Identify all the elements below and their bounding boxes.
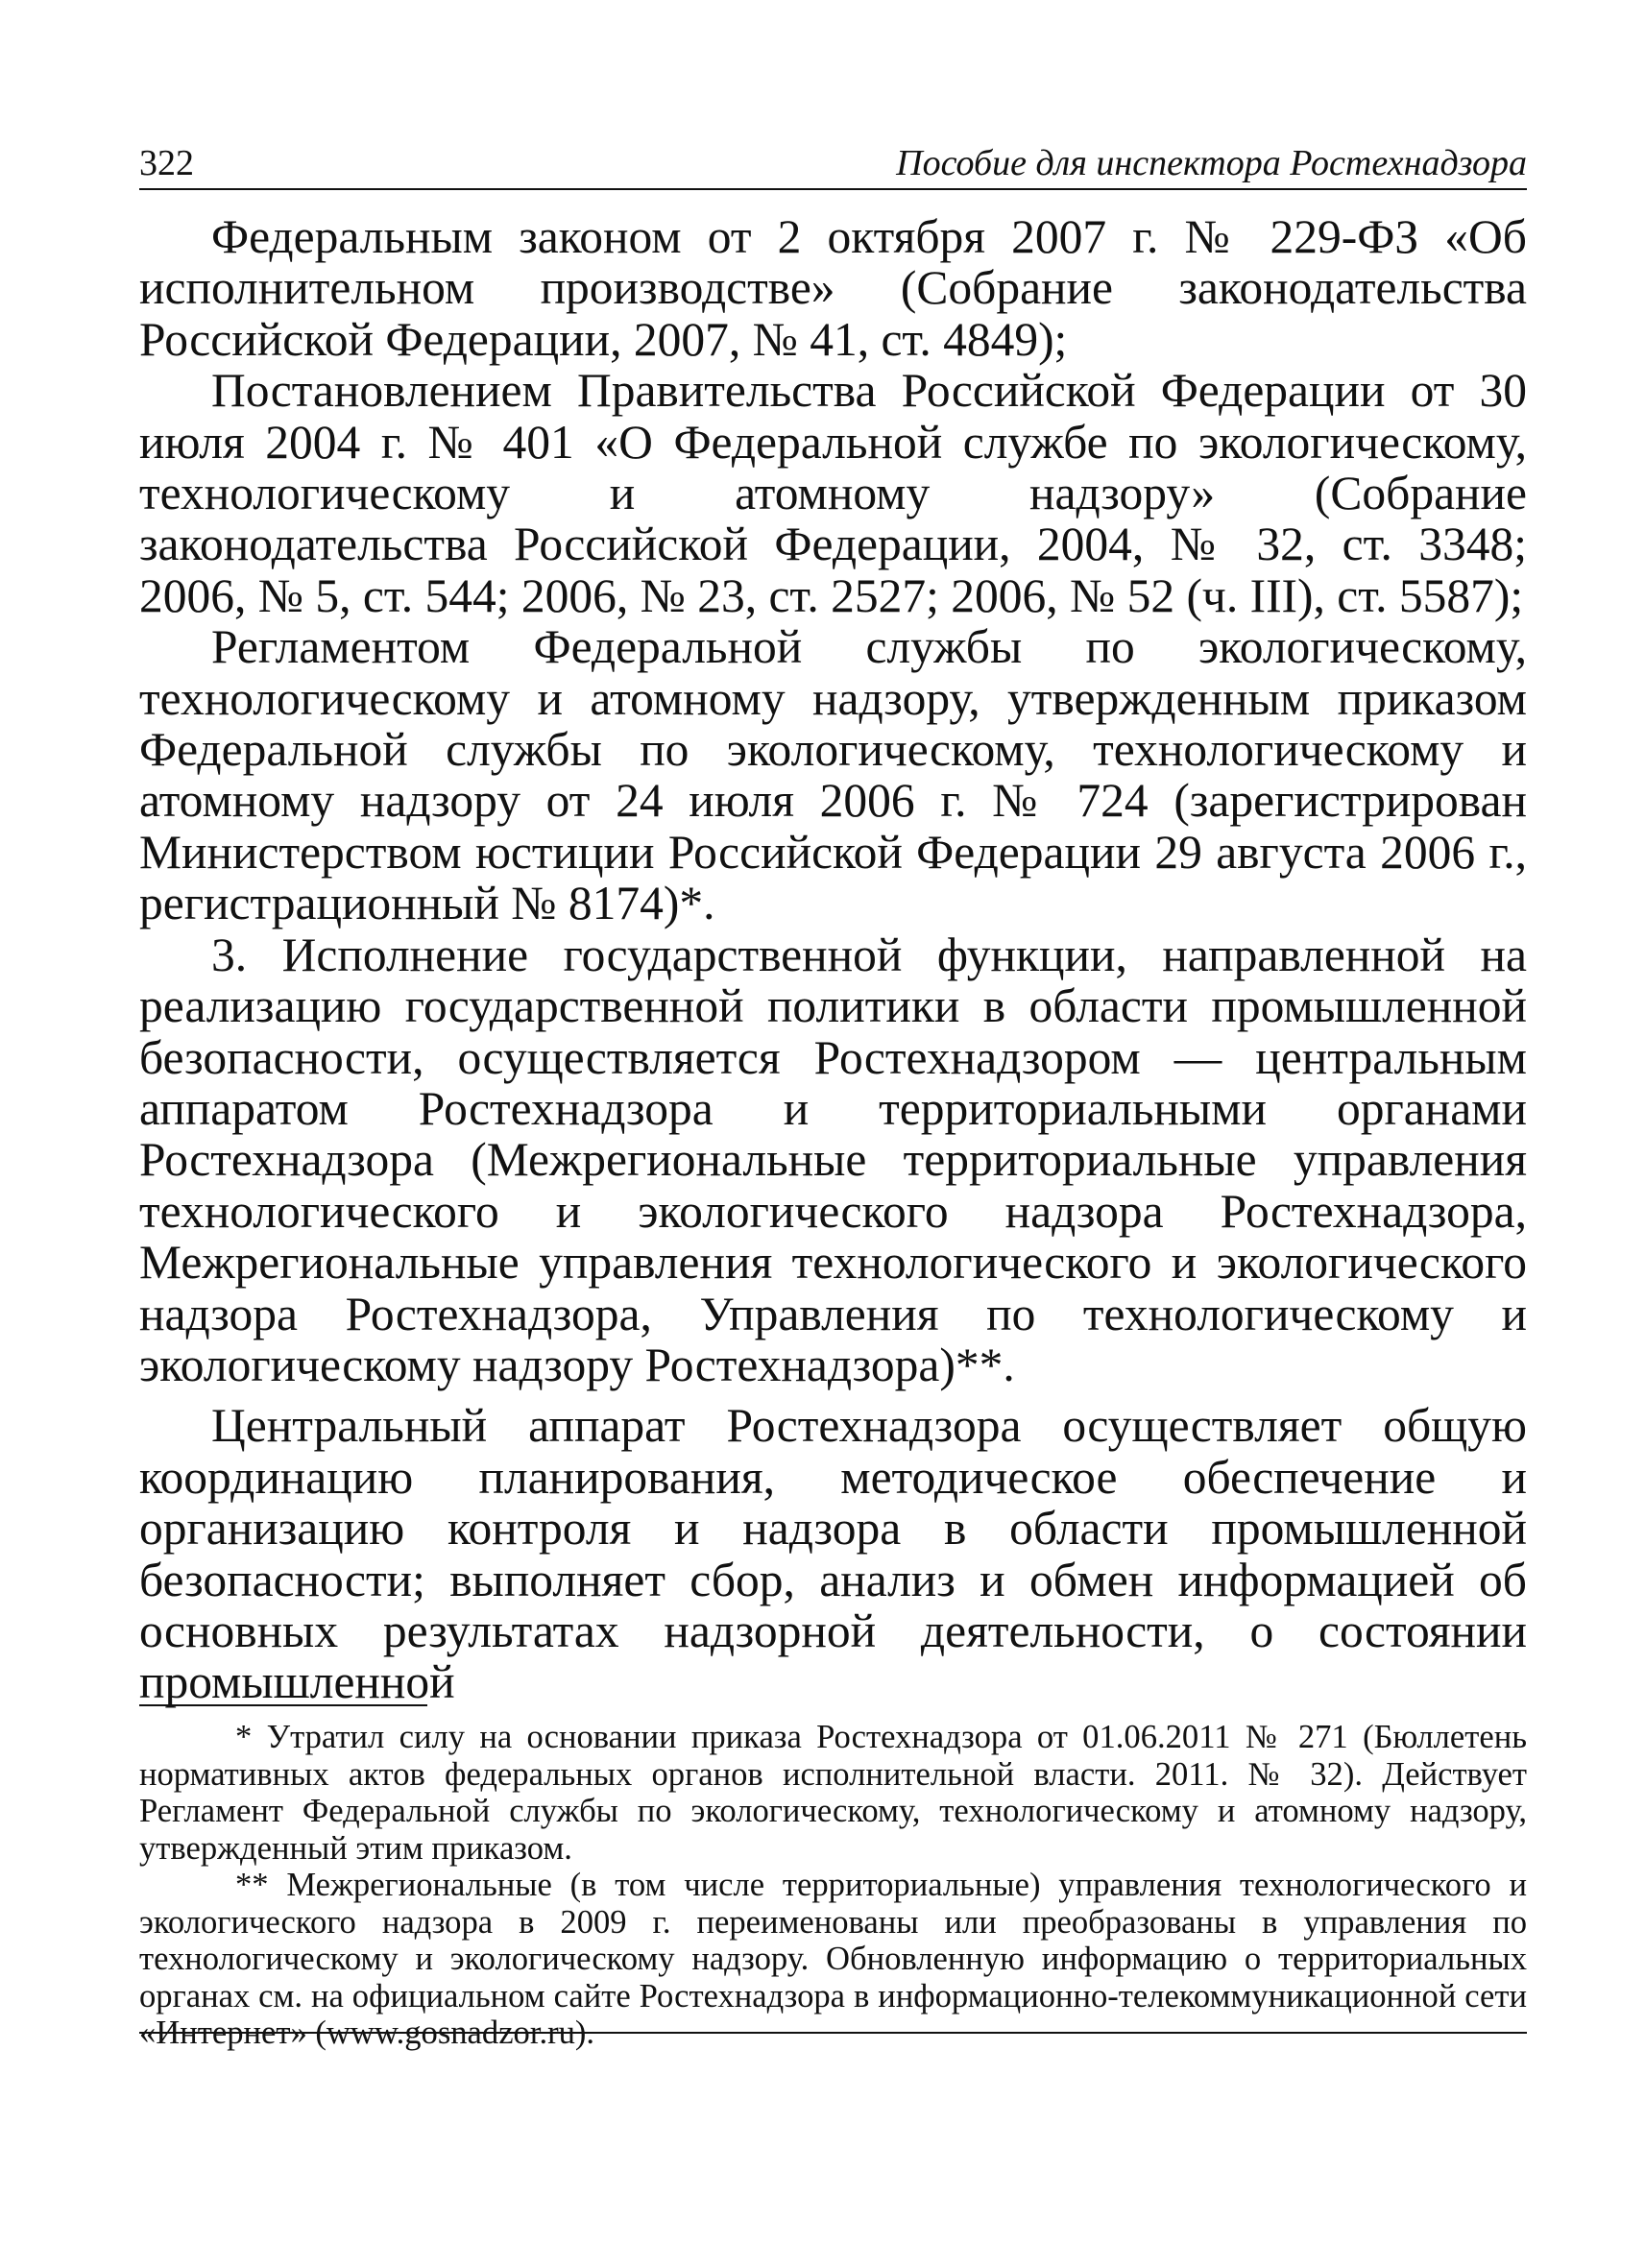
- paragraph-central-office: Центральный аппарат Ростехнадзора осуществляет общую координацию планирования, методическое обеспечение и организацию контроля и надзора в области промышленной безопасности; выполняет сбор, анализ и обмен информацией об основных результатах надзорной деятельности, о состоянии промышленной: [139, 1399, 1527, 1709]
- paragraph-section-3: 3. Исполнение государственной функции, направленной на реализацию государственной политики в области промышленной безопасности, осуществляется Ростехнадзором — центральным аппаратом Ростехнадзора и территориальными органами Ростехнадзора (Межрегиональные территориальные управления технологического и экологического надзора Ростехнадзора, Межрегиональные управления технологического и экологического надзора Ростехнадзора, Управления по технологическому и экологическому надзору Ростехнадзора)**.: [139, 928, 1527, 1391]
- paragraph-government-decree: Постановлением Правительства Российской Федерации от 30 июля 2004 г. № 401 «О Федеральной службе по экологическому, технологическому и атомному надзору» (Собрание законодательства Российской Федерации, 2004, № 32, ст. 3348; 2006, № 5, ст. 544; 2006, № 23, ст. 2527; 2006, № 52 (ч. III), ст. 5587);: [139, 364, 1527, 622]
- bottom-rule: [139, 2032, 1527, 2034]
- footnotes: [139, 1719, 1527, 2052]
- running-title: Пособие для инспектора Ростехнадзора: [896, 143, 1527, 183]
- page-header: [139, 134, 1527, 190]
- page-number: 322: [139, 143, 194, 183]
- paragraph-regulation: Регламентом Федеральной службы по экологическому, технологическому и атомному надзору, утвержденным приказом Федеральной службы по экологическому, технологическому и атомному надзору от 24 июля 2006 г. № 724 (зарегистрирован Министерством юстиции Российской Федерации 29 августа 2006 г., регистрационный № 8174)*.: [139, 620, 1527, 930]
- paragraph-federal-law: Федеральным законом от 2 октября 2007 г. № 229-ФЗ «Об исполнительном производстве» (Собрание законодательства Российской Федерации, 2007, № 41, ст. 4849);: [139, 210, 1527, 366]
- footnote-2: ** Межрегиональные (в том числе территориальные) управления технологического и экологического надзора в 2009 г. переименованы или преобразованы в управления по технологическому и экологическому надзору. Обновленную информацию о территориальных органах см. на официальном сайте Ростехнадзора в информационно-телекоммуникационной сети «Интернет» (www.gosnadzor.ru).: [139, 1867, 1527, 2051]
- footnote-separator: [139, 1704, 427, 1706]
- main-text: [139, 211, 1527, 1708]
- footnote-1: * Утратил силу на основании приказа Ростехнадзора от 01.06.2011 № 271 (Бюллетень нормативных актов федеральных органов исполнительной власти. 2011. № 32). Действует Регламент Федеральной службы по экологическому, технологическому и атомному надзору, утвержденный этим приказом.: [139, 1719, 1527, 1867]
